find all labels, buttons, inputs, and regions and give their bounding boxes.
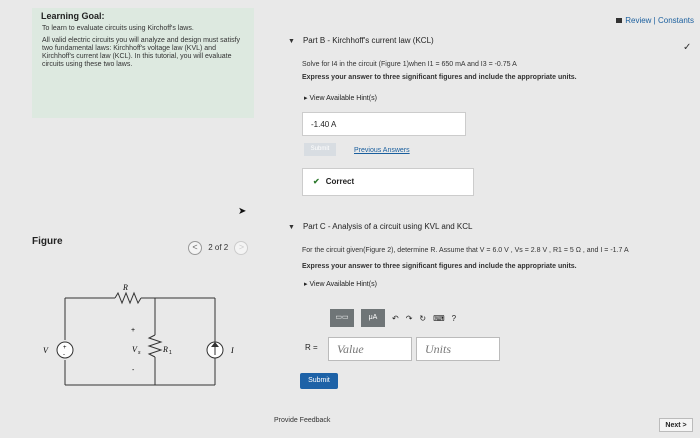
help-icon[interactable]: ? — [451, 313, 457, 323]
correct-feedback: ✔ Correct — [302, 168, 474, 196]
learning-goal-title: Learning Goal: — [41, 11, 105, 21]
hint-caret-icon: ▸ — [304, 281, 310, 288]
collapse-caret-icon: ▼ — [288, 38, 295, 45]
units-input[interactable]: Units — [416, 337, 500, 361]
part-c-hints-link[interactable]: ▸ View Available Hint(s) — [304, 281, 377, 288]
label-r: R — [123, 283, 128, 292]
source-plus: + — [63, 345, 67, 351]
label-r1: R — [163, 345, 168, 354]
label-minus: - — [132, 367, 135, 374]
part-c-submit-button[interactable]: Submit — [300, 373, 338, 389]
part-b-question: Solve for I4 in the circuit (Figure 1)when I1 = 650 mA and I3 = -0.75 A — [302, 61, 517, 68]
next-figure-button[interactable]: > — [234, 241, 248, 255]
prev-figure-button[interactable]: < — [188, 241, 202, 255]
undo-icon[interactable]: ↶ — [392, 313, 399, 323]
part-b-submit-button[interactable]: Submit — [304, 143, 336, 156]
answer-toolbar — [330, 309, 456, 327]
label-i: I — [231, 346, 234, 355]
variable-label: R = — [305, 343, 318, 352]
reset-icon[interactable]: ↻ — [419, 313, 427, 323]
figure-label: Figure — [32, 236, 63, 247]
previous-answers-link[interactable]: Previous Answers — [354, 147, 410, 154]
review-icon — [616, 18, 622, 23]
part-b-header[interactable]: ▼ Part B - Kirchhoff's current law (KCL) — [288, 36, 434, 45]
source-minus: - — [63, 352, 65, 358]
review-constants-link[interactable]: Review | Constants — [616, 16, 694, 25]
keyboard-icon[interactable]: ⌨ — [433, 313, 445, 323]
redo-icon[interactable]: ↷ — [405, 313, 413, 323]
units-button[interactable]: μA — [361, 309, 385, 327]
provide-feedback-link[interactable]: Provide Feedback — [274, 417, 331, 424]
learning-goal-line2: All valid electric circuits you will analyze and design must satisfy two fundamental laws: Kirchhoff's voltage law (KVL) and Kirchhoff's current law (KCL). In this tutorial, you will evaluate circuits using these two laws. — [42, 37, 241, 68]
mouse-cursor-icon: ➤ — [238, 206, 247, 217]
label-vs-sub: s — [138, 350, 141, 356]
label-vs: V — [132, 345, 137, 354]
templates-button[interactable]: ▭▭ — [330, 309, 354, 327]
value-input[interactable]: Value — [328, 337, 412, 361]
part-b-hints-link[interactable]: ▸ View Available Hint(s) — [304, 95, 377, 102]
label-r1-sub: 1 — [169, 350, 172, 356]
collapse-chevron-icon[interactable]: ✓ — [683, 42, 692, 53]
figure-page-count: 2 of 2 — [208, 243, 229, 253]
part-c-instruction: Express your answer to three significant figures and include the appropriate units. — [302, 263, 577, 270]
label-plus: + — [131, 327, 136, 334]
learning-goal-line1: To learn to evaluate circuits using Kirchoff's laws. — [42, 25, 194, 32]
next-button[interactable]: Next > — [659, 418, 693, 432]
hint-caret-icon: ▸ — [304, 95, 310, 102]
collapse-caret-icon: ▼ — [288, 224, 295, 231]
part-b-instruction: Express your answer to three significant figures and include the appropriate units. — [302, 74, 577, 81]
part-c-header[interactable]: ▼ Part C - Analysis of a circuit using KVL and KCL — [288, 222, 473, 231]
check-icon: ✔ — [313, 177, 320, 186]
figure-pager — [188, 241, 248, 255]
circuit-diagram — [35, 280, 255, 400]
learning-goal-panel — [32, 8, 254, 118]
label-v: V — [43, 346, 48, 355]
part-b-answer-field[interactable]: -1.40 A — [302, 112, 466, 136]
part-c-question: For the circuit given(Figure 2), determine R. Assume that V = 6.0 V , Vs = 2.8 V , R1 = 5 Ω , and I = -1.7 A — [302, 247, 629, 254]
